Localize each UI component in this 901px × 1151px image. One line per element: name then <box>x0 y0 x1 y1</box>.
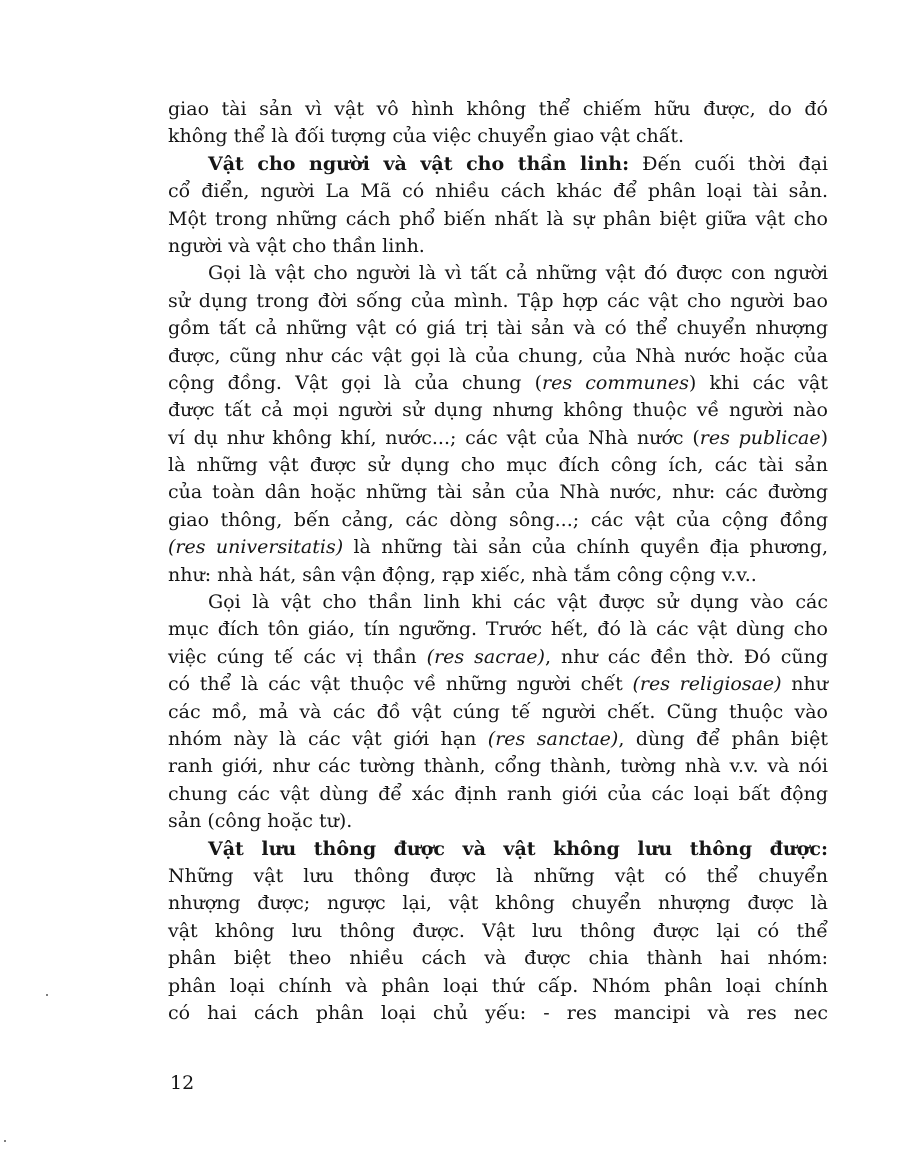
text-run: Những vật lưu thông được là những vật có thể chuyển <box>168 864 828 887</box>
text-run: có thể là các vật thuộc về những người chết <box>168 673 633 696</box>
text-run: là những vật được sử dụng cho mục đích công ích, các tài sản <box>168 454 828 477</box>
text-line <box>168 452 828 479</box>
latin-term: res publicae <box>699 426 821 449</box>
text-run: , như các đền thờ. Đó cũng <box>544 645 828 668</box>
text-line <box>168 945 828 972</box>
text-line <box>168 562 828 589</box>
text-run: người và vật cho thần linh. <box>168 234 425 257</box>
latin-term: (res sanctae) <box>487 727 619 750</box>
text-run: cộng đồng. Vật gọi là của chung ( <box>168 371 542 394</box>
text-line <box>168 479 828 506</box>
text-line <box>168 890 828 917</box>
text-line <box>168 836 828 863</box>
text-line <box>168 343 828 370</box>
text-line <box>168 781 828 808</box>
text-line <box>168 699 828 726</box>
text-run: ranh giới, như các tường thành, cổng thành, tường nhà v.v. và nói <box>168 755 828 778</box>
text-line <box>168 96 828 123</box>
text-line <box>168 644 828 671</box>
scan-speck <box>4 1140 6 1142</box>
text-run: nhóm này là các vật giới hạn <box>168 727 488 750</box>
latin-term: (res religiosae) <box>632 673 782 696</box>
text-run: ví dụ như không khí, nước...; các vật của Nhà nước ( <box>168 426 700 449</box>
text-run: giao tài sản vì vật vô hình không thể chiếm hữu được, do đó <box>168 98 828 120</box>
text-run: sử dụng trong đời sống của mình. Tập hợp các vật cho người bao <box>168 289 828 312</box>
text-line <box>168 534 828 561</box>
text-line <box>168 918 828 945</box>
text-run: , dùng để phân biệt <box>618 727 828 750</box>
text-run: phân biệt theo nhiều cách và được chia thành hai nhóm: <box>168 947 828 970</box>
text-run: Gọi là vật cho người là vì tất cả những vật đó được con người <box>208 262 828 285</box>
text-line <box>168 178 828 205</box>
text-run: của toàn dân hoặc những tài sản của Nhà nước, như: các đường <box>168 481 828 504</box>
text-line <box>168 397 828 424</box>
body-text <box>168 96 828 1027</box>
text-line <box>168 753 828 780</box>
text-run: phân loại chính và phân loại thứ cấp. Nhóm phân loại chính <box>168 974 828 997</box>
text-line <box>168 808 828 835</box>
text-line <box>168 233 828 260</box>
bold-heading: Vật cho người và vật cho thần linh: <box>208 152 630 175</box>
text-line <box>168 370 828 397</box>
text-run: ) <box>820 426 828 449</box>
text-run: mục đích tôn giáo, tín ngưỡng. Trước hết, đó là các vật dùng cho <box>168 618 828 641</box>
text-line <box>168 260 828 287</box>
text-run: không thể là đối tượng của việc chuyển giao vật chất. <box>168 125 685 148</box>
page-number: 12 <box>170 1072 195 1094</box>
text-run: Gọi là vật cho thần linh khi các vật được sử dụng vào các <box>208 591 828 614</box>
text-run: chung các vật dùng để xác định ranh giới của các loại bất động <box>168 782 828 805</box>
text-run: là những tài sản của chính quyền địa phương, <box>343 536 828 559</box>
text-line <box>168 123 828 150</box>
latin-term: (res sacrae) <box>426 645 545 668</box>
text-line <box>168 151 828 178</box>
text-run: được tất cả mọi người sử dụng nhưng không thuộc về người nào <box>168 399 828 422</box>
text-run: sản (công hoặc tư). <box>168 810 353 833</box>
text-line <box>168 507 828 534</box>
text-line <box>168 425 828 452</box>
text-run: Đến cuối thời đại <box>629 152 828 175</box>
text-run: cổ điển, người La Mã có nhiều cách khác để phân loại tài sản. <box>168 180 828 203</box>
text-run: các mồ, mả và các đồ vật cúng tế người chết. Cũng thuộc vào <box>168 700 828 723</box>
text-run: vật không lưu thông được. Vật lưu thông được lại có thể <box>168 919 828 942</box>
text-line <box>168 973 828 1000</box>
text-run: có hai cách phân loại chủ yếu: - res mancipi và res nec <box>168 1001 828 1024</box>
text-line <box>168 863 828 890</box>
text-run: ) khi các vật <box>688 371 828 394</box>
latin-term: (res universitatis) <box>168 536 344 559</box>
text-run: việc cúng tế các vị thần <box>168 645 427 668</box>
scan-speck <box>46 994 48 996</box>
bold-heading: Vật lưu thông được và vật không lưu thông được: <box>208 837 828 860</box>
text-line <box>168 1000 828 1027</box>
text-run: được, cũng như các vật gọi là của chung, của Nhà nước hoặc của <box>168 344 828 367</box>
text-line <box>168 671 828 698</box>
text-run: nhượng được; ngược lại, vật không chuyển nhượng được là <box>168 892 828 915</box>
text-line <box>168 726 828 753</box>
text-line <box>168 589 828 616</box>
text-run: gồm tất cả những vật có giá trị tài sản và có thể chuyển nhượng <box>168 317 828 340</box>
latin-term: res communes <box>542 371 689 394</box>
text-run: như <box>781 673 828 696</box>
text-line <box>168 288 828 315</box>
text-line <box>168 616 828 643</box>
text-line <box>168 206 828 233</box>
text-line <box>168 315 828 342</box>
text-run: giao thông, bến cảng, các dòng sông...; các vật của cộng đồng <box>168 508 828 531</box>
text-run: Một trong những cách phổ biến nhất là sự phân biệt giữa vật cho <box>168 207 828 230</box>
text-run: như: nhà hát, sân vận động, rạp xiếc, nhà tắm công cộng v.v.. <box>168 563 757 586</box>
